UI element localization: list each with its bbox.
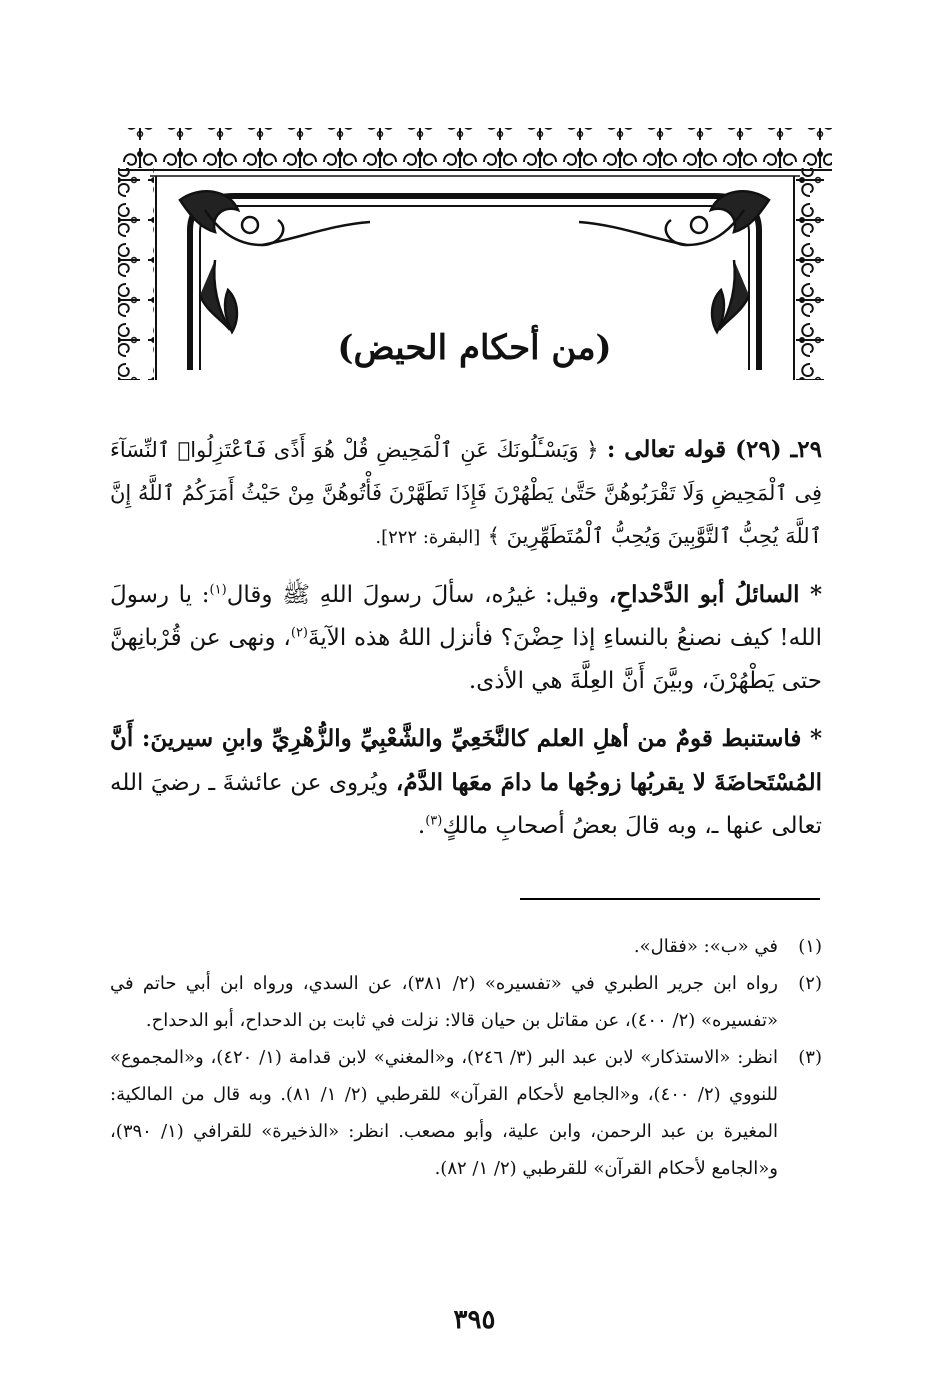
footnote-number: (٢): [798, 973, 822, 994]
footnote-text: رواه ابن جرير الطبري في «تفسيره» (٢/ ٣٨١)، عن السدي، ورواه ابن أبي حاتم في «تفسيره» (٢/ ٤٠٠)، عن مقاتل بن حيان قالا: نزلت في ثابت بن الدحداح، أبو الدحداح.: [110, 973, 778, 1031]
page-number: ٣٩٥: [453, 1305, 496, 1335]
quran-verse: ﴿ وَيَسْـَٔلُونَكَ عَنِ ٱلْمَحِيضِ قُلْ هُوَ أَذًى فَٱعْتَزِلُوا۟ ٱلنِّسَآءَ فِى ٱلْمَحِيضِ وَلَا تَقْرَبُوهُنَّ حَتَّىٰ يَطْهُرْنَ فَإِذَا تَطَهَّرْنَ فَأْتُوهُنَّ مِنْ حَيْثُ أَمَرَكُمُ ٱللَّهُ إِنَّ ٱللَّهَ يُحِبُّ ٱلتَّوَّٰبِينَ وَيُحِبُّ ٱلْمُتَطَهِّرِينَ ﴾: [110, 438, 822, 548]
footnote-text: في «ب»: «فقال».: [633, 936, 778, 957]
scholars-lead: * فاستنبط قومٌ من أهلِ العلم كالنَّخَعِيِّ والشَّعْبِيِّ والزُّهْرِيِّ وابنِ سيرينَ:: [141, 725, 822, 752]
footnote-ref-2[interactable]: (٢): [290, 625, 308, 641]
paragraph-ruling: [110, 717, 822, 848]
footnote-3: [110, 1039, 822, 1187]
paragraph-end: .: [417, 813, 426, 839]
footnote-text: انظر: «الاستذكار» لابن عبد البر (٣/ ٢٤٦)، و«المغني» لابن قدامة (١/ ٤٢٠)، و«المجموع» للنووي (٢/ ٤٠٠)، و«الجامع لأحكام القرآن» للقرطبي (٢/ ١/ ٨١). وبه قال من المالكية: المغيرة بن عبد الرحمن، وابن علية، وأبو مصعب. انظر: «الذخيرة» للقرافي (١/ ٣٩٠)، و«الجامع لأحكام القرآن» للقرطبي (٢/ ١/ ٨٢).: [110, 1047, 778, 1179]
footnote-2: [110, 965, 822, 1039]
footnote-divider: [520, 898, 820, 900]
footnote-ref-1[interactable]: (١): [209, 582, 227, 598]
paragraph-text: : يا رسولَ الله! كيف نصنعُ بالنساءِ إذا حِضْنَ؟ فأنزل اللهُ هذه الآيةَ: [110, 582, 822, 651]
footnote-number: (٣): [798, 1047, 822, 1068]
footnotes: [110, 928, 822, 1187]
footnote-ref-3[interactable]: (٣): [425, 813, 443, 829]
verse-entry: [110, 428, 822, 559]
paragraph-text: ، ونهى عن قُرْبانِهنَّ حتى يَطْهُرْنَ، وبيَّنَ أَنَّ العِلَّةَ هي الأذى.: [110, 625, 822, 694]
ruling-statement: أَنَّ المُسْتَحاضَةَ لا يقربُها زوجُها ما دامَ معَها الدَّمُ،: [110, 725, 822, 796]
questioner-lead: * السائلُ أبو الدَّحْداحِ،: [608, 581, 822, 608]
chapter-title: (من أحكام الحيض): [337, 328, 612, 368]
footnote-1: [110, 928, 822, 965]
verse-citation: [البقرة: ٢٢٢].: [375, 527, 481, 548]
entry-number: ٢٩ـ (٢٩) قوله تعالى :: [606, 436, 822, 463]
paragraph-questioner: [110, 573, 822, 703]
paragraph-text: وقيل: غيرُه، سألَ رسولَ اللهِ ﷺ وقال: [226, 582, 609, 608]
footnote-number: (١): [798, 936, 822, 957]
main-text: [110, 428, 822, 862]
paragraph-text: ويُروى عن عائشةَ ـ رضيَ الله تعالى عنها ـ، وبه قالَ بعضُ أصحابِ مالكٍ: [110, 770, 822, 839]
